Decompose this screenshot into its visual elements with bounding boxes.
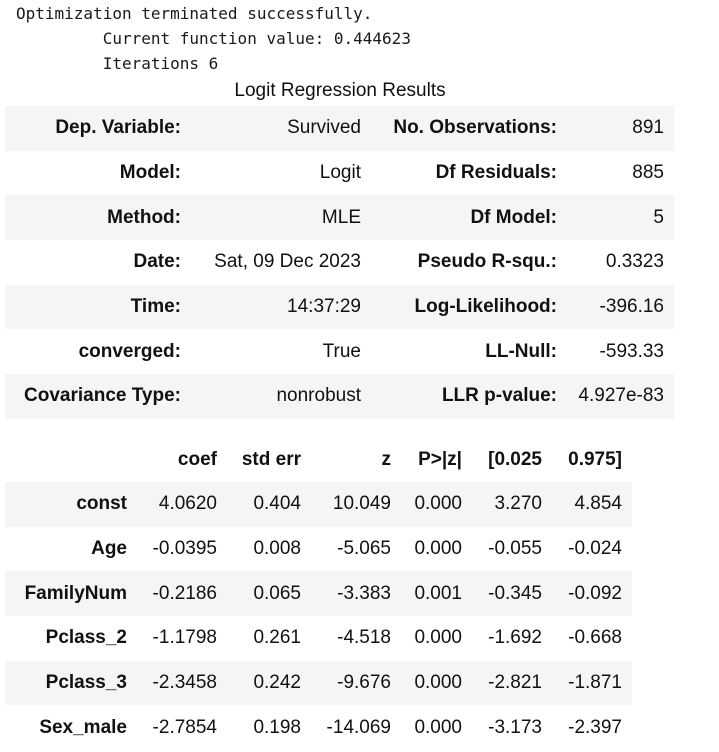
coef-cell: 0.242 <box>227 661 311 706</box>
coef-cell: 0.000 <box>401 482 472 527</box>
coef-cell: 0.000 <box>414 627 462 649</box>
coef-cell: 0.261 <box>253 627 301 649</box>
coef-cell: -0.2186 <box>137 571 227 616</box>
coef-cell: -3.383 <box>311 571 401 616</box>
optimizer-output <box>16 1 411 76</box>
summary-key: Pseudo R-squ.: <box>417 251 557 273</box>
coef-cell: 0.065 <box>227 571 311 616</box>
summary-value: Sat, 09 Dec 2023 <box>214 251 361 273</box>
summary-value: True <box>322 340 361 362</box>
summary-value: Logit <box>319 162 361 184</box>
coef-variable: FamilyNum <box>5 571 137 616</box>
coef-cell: -0.345 <box>472 571 552 616</box>
coef-cell: -0.055 <box>488 538 542 560</box>
coef-cell: 0.000 <box>414 716 462 738</box>
output-line-function-value: Current function value: 0.444623 <box>16 29 411 48</box>
coef-cell: -0.092 <box>552 571 632 616</box>
summary-key: Method: <box>5 195 191 240</box>
summary-value: 891 <box>567 106 674 151</box>
coef-cell: -2.7854 <box>152 716 217 738</box>
summary-key: Dep. Variable: <box>5 106 191 151</box>
summary-value: 4.927e-83 <box>567 374 674 419</box>
summary-value: 5 <box>567 195 674 240</box>
coef-variable: const <box>5 482 137 527</box>
summary-value: -593.33 <box>599 340 664 362</box>
coef-cell: 0.198 <box>253 716 301 738</box>
results-caption: Logit Regression Results <box>234 80 446 101</box>
coef-cell: 0.001 <box>401 571 472 616</box>
summary-value: 14:37:29 <box>191 285 371 330</box>
coef-cell: -4.518 <box>337 627 391 649</box>
summary-key: LL-Null: <box>485 340 557 362</box>
summary-key: Model: <box>119 162 181 184</box>
coef-header: std err <box>241 449 301 470</box>
coef-cell: 3.270 <box>472 482 552 527</box>
output-line-status: Optimization terminated successfully. <box>16 4 373 23</box>
summary-key: Date: <box>133 251 181 273</box>
summary-value: Survived <box>191 106 371 151</box>
summary-row <box>5 106 674 151</box>
coef-cell: 0.404 <box>227 482 311 527</box>
summary-key: Time: <box>5 285 191 330</box>
summary-row <box>5 240 674 285</box>
coef-variable: Sex_male <box>39 716 127 738</box>
summary-value: nonrobust <box>191 374 371 419</box>
summary-table <box>5 106 674 419</box>
coef-row <box>5 571 632 616</box>
coef-cell: -0.024 <box>568 538 622 560</box>
summary-row <box>5 195 674 240</box>
coef-cell: -1.871 <box>552 661 632 706</box>
coef-cell: -0.0395 <box>152 538 217 560</box>
summary-key: No. Observations: <box>371 106 567 151</box>
summary-key: Df Model: <box>371 195 567 240</box>
coef-header-row <box>5 438 632 482</box>
coef-cell: -5.065 <box>337 538 391 560</box>
summary-key: Df Residuals: <box>435 162 557 184</box>
coef-row <box>5 661 632 706</box>
summary-row <box>5 329 674 374</box>
summary-value: MLE <box>191 195 371 240</box>
coef-variable: Age <box>91 538 127 560</box>
coef-cell: -1.692 <box>488 627 542 649</box>
coef-header: z <box>381 449 391 470</box>
output-line-iterations: Iterations 6 <box>16 54 219 73</box>
coef-cell: -1.1798 <box>152 627 217 649</box>
coef-cell: -14.069 <box>326 716 391 738</box>
coef-cell: -9.676 <box>311 661 401 706</box>
coef-cell: 4.854 <box>552 482 632 527</box>
summary-row <box>5 374 674 419</box>
coef-row <box>5 616 632 661</box>
coef-header: P>|z| <box>418 449 462 470</box>
coef-cell: 4.0620 <box>137 482 227 527</box>
summary-key: Covariance Type: <box>5 374 191 419</box>
summary-row <box>5 285 674 330</box>
summary-value: 885 <box>632 162 664 184</box>
summary-row <box>5 151 674 196</box>
coef-cell: 0.000 <box>414 538 462 560</box>
coef-cell: 0.008 <box>253 538 301 560</box>
coef-variable: Pclass_3 <box>5 661 137 706</box>
coef-cell: -2.821 <box>472 661 552 706</box>
coef-row <box>5 482 632 527</box>
coef-header: coef <box>177 449 217 470</box>
summary-key: Log-Likelihood: <box>371 285 567 330</box>
coef-cell: -0.668 <box>568 627 622 649</box>
coef-cell: -2.3458 <box>137 661 227 706</box>
coef-row <box>5 527 632 572</box>
coefficient-table <box>5 438 632 750</box>
coef-header <box>5 438 137 482</box>
coef-header: [0.025 <box>488 449 542 470</box>
summary-value: -396.16 <box>567 285 674 330</box>
coef-cell: -2.397 <box>568 716 622 738</box>
coef-cell: 10.049 <box>311 482 401 527</box>
coef-header: 0.975] <box>568 449 622 470</box>
coef-variable: Pclass_2 <box>45 627 127 649</box>
summary-value: 0.3323 <box>605 251 664 273</box>
summary-key: LLR p-value: <box>371 374 567 419</box>
summary-key: converged: <box>78 340 181 362</box>
coef-cell: -3.173 <box>488 716 542 738</box>
coef-cell: 0.000 <box>401 661 472 706</box>
coef-row <box>5 705 632 750</box>
